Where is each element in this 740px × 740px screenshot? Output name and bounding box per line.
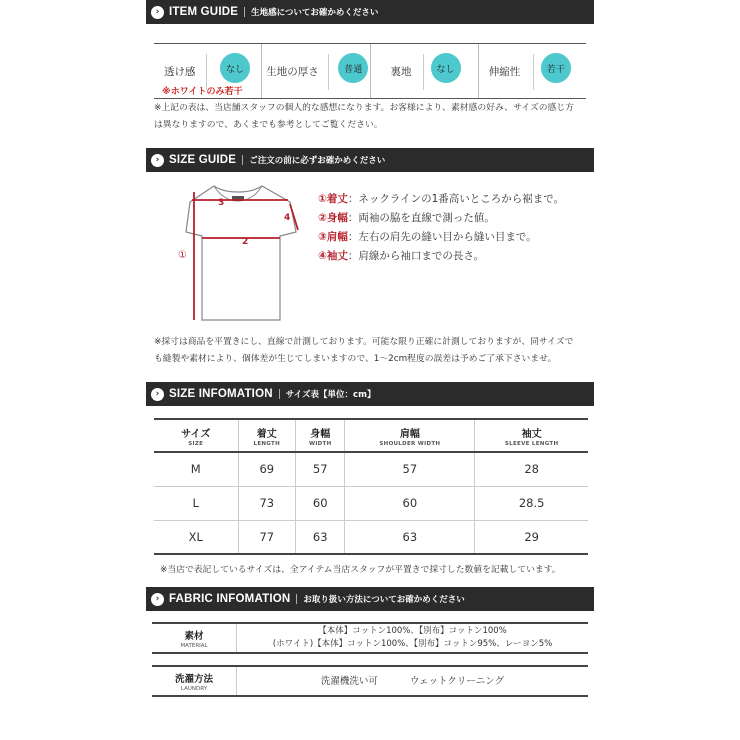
legend-key: 着丈 bbox=[326, 193, 348, 205]
column-header: 肩幅 SHOULDER WIDTH bbox=[345, 419, 475, 452]
chevron-right-icon: › bbox=[151, 593, 164, 606]
note-line: ※上記の表は、当店舗スタッフの個人的な感想になります。お客様により、素材感の好み、サイズの感じ方 bbox=[154, 103, 574, 113]
legend-desc: ：左右の肩先の縫い目から縫い目まで。 bbox=[347, 231, 537, 243]
table-cell: 28.5 bbox=[475, 486, 588, 520]
legend-row bbox=[318, 247, 564, 266]
material-label-en: MATERIAL bbox=[180, 642, 208, 649]
guide-cell-stretch bbox=[479, 44, 586, 98]
chevron-right-icon: › bbox=[151, 154, 164, 167]
table-cell: L bbox=[154, 486, 238, 520]
diagram-number-2: 2 bbox=[242, 237, 249, 247]
table-cell: 73 bbox=[238, 486, 296, 520]
item-guide-table bbox=[154, 43, 586, 99]
table-cell: 63 bbox=[296, 520, 345, 554]
laundry-header bbox=[152, 667, 237, 695]
guide-label: 伸縮性 bbox=[488, 66, 521, 78]
diagram-number-3: 3 bbox=[218, 198, 225, 208]
tshirt-diagram bbox=[168, 180, 308, 326]
table-cell: 28 bbox=[475, 452, 588, 486]
laundry-label-en: LAUNDRY bbox=[180, 685, 208, 692]
size-info-note: ※当店で表記しているサイズは、全アイテム当店スタッフが平置きで採寸した数値を記載しています。 bbox=[160, 565, 561, 575]
laundry-label: 洗濯方法 bbox=[174, 673, 213, 685]
table-cell: 69 bbox=[238, 452, 296, 486]
material-header bbox=[152, 624, 237, 652]
chevron-right-icon: › bbox=[151, 388, 164, 401]
legend-key: 身幅 bbox=[326, 212, 348, 224]
laundry-value bbox=[237, 667, 588, 695]
header-separator bbox=[244, 7, 245, 17]
guide-divider bbox=[423, 54, 424, 90]
column-header: 袖丈 SLEEVE LENGTH bbox=[475, 419, 588, 452]
table-row bbox=[154, 486, 588, 520]
header-separator bbox=[279, 389, 280, 399]
table-row bbox=[154, 520, 588, 554]
note-line: ※採寸は商品を平置きにし、直線で計測しております。可能な限り正確に計測しておりますが、同サイズで bbox=[154, 337, 574, 347]
material-line: (ホワイト)【本体】コットン100%、【別布】コットン95%、レーヨン5% bbox=[272, 639, 553, 649]
guide-label: 生地の厚さ bbox=[266, 66, 319, 78]
item-guide-subtitle: 生地感についてお確かめください bbox=[251, 8, 379, 18]
size-info-subtitle: サイズ表【単位：cm】 bbox=[285, 390, 376, 400]
guide-label: 裏地 bbox=[390, 66, 412, 78]
legend-number: ② bbox=[318, 212, 327, 224]
guide-cell-sheerness bbox=[154, 44, 262, 98]
material-line: 【本体】コットン100%、【別布】コットン100% bbox=[318, 626, 507, 636]
legend-desc: ：ネックラインの1番高いところから裾まで。 bbox=[347, 193, 565, 205]
legend-key: 袖丈 bbox=[326, 250, 348, 262]
material-row bbox=[152, 622, 588, 654]
column-header: 着丈 LENGTH bbox=[238, 419, 296, 452]
size-info-title: SIZE INFOMATION bbox=[169, 388, 273, 400]
header-separator bbox=[296, 594, 297, 604]
fabric-info-header bbox=[146, 587, 594, 611]
material-label: 素材 bbox=[184, 630, 204, 642]
table-cell: 57 bbox=[296, 452, 345, 486]
header-separator bbox=[242, 155, 243, 165]
guide-divider bbox=[533, 54, 534, 90]
laundry-row bbox=[152, 665, 588, 697]
guide-cell-thickness bbox=[262, 44, 370, 98]
legend-desc: ：肩線から袖口までの長さ。 bbox=[347, 250, 484, 262]
guide-divider bbox=[328, 54, 329, 90]
guide-value-badge: なし bbox=[431, 53, 461, 83]
table-cell: 63 bbox=[345, 520, 475, 554]
legend-number: ④ bbox=[318, 250, 327, 262]
diagram-number-4: 4 bbox=[284, 213, 291, 223]
fabric-info-title: FABRIC INFOMATION bbox=[169, 593, 291, 605]
item-guide-note bbox=[154, 100, 574, 134]
laundry-method: ウェットクリーニング bbox=[409, 675, 505, 687]
table-header-row bbox=[154, 419, 588, 452]
size-guide-header bbox=[146, 148, 594, 172]
diagram-number-1: ① bbox=[178, 250, 187, 261]
tshirt-outline bbox=[186, 186, 296, 320]
table-cell: 57 bbox=[345, 452, 475, 486]
legend-row bbox=[318, 190, 564, 209]
guide-value-badge: 若干 bbox=[541, 53, 571, 83]
table-cell: XL bbox=[154, 520, 238, 554]
fabric-info-subtitle: お取り扱い方法についてお確かめください bbox=[303, 595, 465, 605]
size-guide-note bbox=[154, 334, 573, 368]
table-cell: 60 bbox=[345, 486, 475, 520]
table-cell: 77 bbox=[238, 520, 296, 554]
table-row bbox=[154, 452, 588, 486]
size-info-header bbox=[146, 382, 594, 406]
laundry-method: 洗濯機洗い可 bbox=[320, 675, 378, 687]
guide-label: 透け感 bbox=[164, 66, 196, 78]
legend-key: 肩幅 bbox=[326, 231, 348, 243]
guide-value-badge: 普通 bbox=[338, 53, 368, 83]
chevron-right-icon: › bbox=[151, 6, 164, 19]
table-cell: M bbox=[154, 452, 238, 486]
column-header: サイズ SIZE bbox=[154, 419, 238, 452]
guide-note: ※ホワイトのみ若干 bbox=[162, 87, 243, 97]
material-value bbox=[237, 624, 588, 652]
legend-number: ① bbox=[318, 193, 327, 205]
size-table bbox=[154, 418, 588, 555]
item-guide-header bbox=[146, 0, 594, 24]
legend-number: ③ bbox=[318, 231, 327, 243]
size-guide-title: SIZE GUIDE bbox=[169, 154, 237, 166]
table-cell: 60 bbox=[296, 486, 345, 520]
guide-value-badge: なし bbox=[220, 53, 250, 83]
note-line: は異なりますので、あくまでも参考としてご覧ください。 bbox=[154, 120, 383, 130]
size-guide-legend bbox=[318, 190, 564, 266]
item-guide-title: ITEM GUIDE bbox=[169, 6, 239, 18]
legend-row bbox=[318, 228, 564, 247]
legend-desc: ：両袖の脇を直線で測った値。 bbox=[347, 212, 495, 224]
legend-row bbox=[318, 209, 564, 228]
column-header: 身幅 WIDTH bbox=[296, 419, 345, 452]
guide-cell-lining bbox=[371, 44, 479, 98]
note-line: も縫製や素材により、個体差が生じてしまいますので、1〜2cm程度の誤差は予めご了承下さいませ。 bbox=[154, 354, 557, 364]
table-cell: 29 bbox=[475, 520, 588, 554]
size-guide-subtitle: ご注文の前に必ずお確かめください bbox=[249, 156, 386, 166]
